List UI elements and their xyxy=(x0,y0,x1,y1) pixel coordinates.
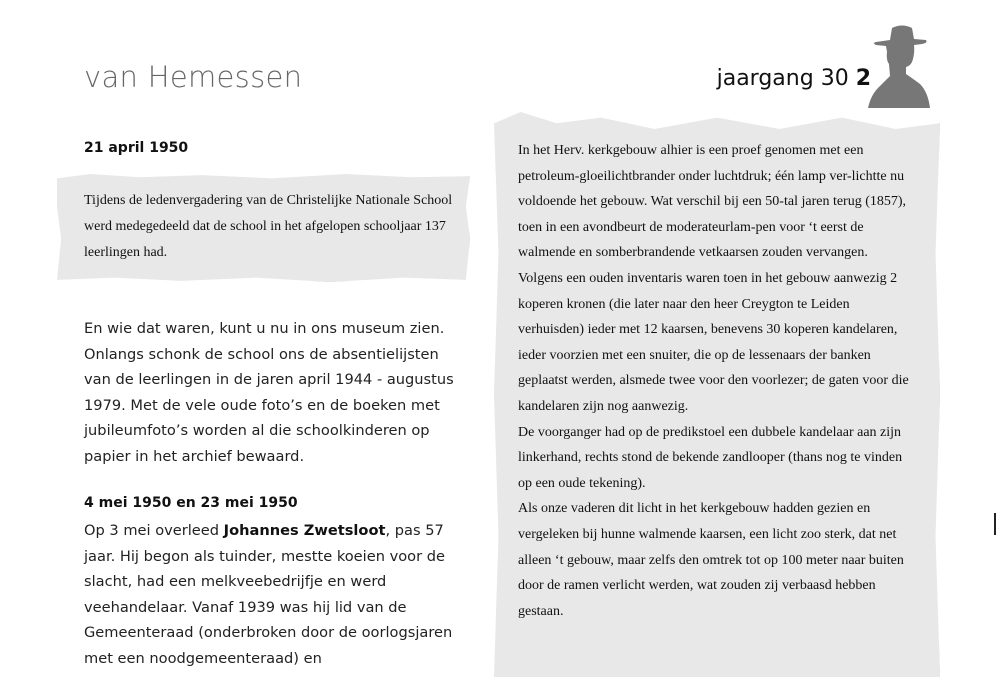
issue-number: 2 xyxy=(855,66,871,91)
man-with-hat-silhouette-icon xyxy=(868,22,930,108)
body-2-rest: , pas 57 jaar. Hij begon als tuinder, mestte koeien voor de slacht, had een melkveebedrijfje en werd veehandelaar. Vanaf 1939 was hij lid van de Gemeenteraad (onderbroken door de oorlogsjaren met een noodgemeenteraad) en xyxy=(84,522,453,667)
article-date-2: 4 mei 1950 en 23 mei 1950 xyxy=(84,495,298,511)
person-name: Johannes Zwetsloot xyxy=(223,522,386,539)
quote-paragraph: Volgens een ouden inventaris waren toen in het gebouw aanwezig 2 koperen kronen (die later naar den heer Creygton te Leiden verhuisden) ieder met 12 kaarsen, benevens 30 koperen kandelaren, ieder voorzien met een snuiter, die op de lessenaars der banken geplaatst werden, alsmede twee voor den voorlezer; de gaten voor die kandelaren zijn nog aanwezig. xyxy=(518,270,909,414)
quote-paragraph: De voorganger had op de predikstoel een dubbele kandelaar aan zijn linkerhand, rechts stond de bekende zandlooper (thans nog te vinden op een oude tekening). xyxy=(518,424,903,491)
quote-text-1: Tijdens de ledenvergadering van de Christelijke Nationale School werd medegedeeld dat de school in het afgelopen schooljaar 137 leerlingen had. xyxy=(84,193,453,260)
article-body-1: En wie dat waren, kunt u nu in ons museum zien. Onlangs schonk de school ons de absentielijsten van de leerlingen in de jaren april 1944 - augustus 1979. Met de vele oude foto’s en de boeken met jubileumfoto’s worden al die schoolkinderen op papier in het archief bewaard. xyxy=(84,320,454,465)
sidebar-quote-text xyxy=(518,138,914,624)
volume-label-text: jaargang 30 xyxy=(716,66,849,91)
body-2-intro: Op 3 mei overleed xyxy=(84,522,224,539)
quote-paragraph: Als onze vaderen dit licht in het kerkgebouw hadden gezien en vergeleken bij hunne walmende kaarsen, een licht zoo sterk, dat net alleen ‘t gebouw, maar zelfs den omtrek tot op 100 meter naar buiten door de ramen verlicht werden, wat zouden zij verbaasd hebben gestaan. xyxy=(518,501,904,619)
text-cursor xyxy=(994,513,996,535)
quote-paragraph: In het Herv. kerkgebouw alhier is een proef genomen met een petroleum-gloeilichtbrander onder luchtdruk; één lamp ver-lichtte nu voldoende het gebouw. Wat verschil bij een 50-tal jaren terug (1857), toen in een avondbeurt de moderateurlam-pen voor ‘t eerst de walmende en somberbrandende vetkaarsen zouden vervangen. xyxy=(518,143,907,261)
article-date-1: 21 april 1950 xyxy=(84,140,189,156)
volume-label xyxy=(717,66,871,91)
page-title: van Hemessen xyxy=(84,60,303,94)
article-body-2 xyxy=(84,518,462,672)
